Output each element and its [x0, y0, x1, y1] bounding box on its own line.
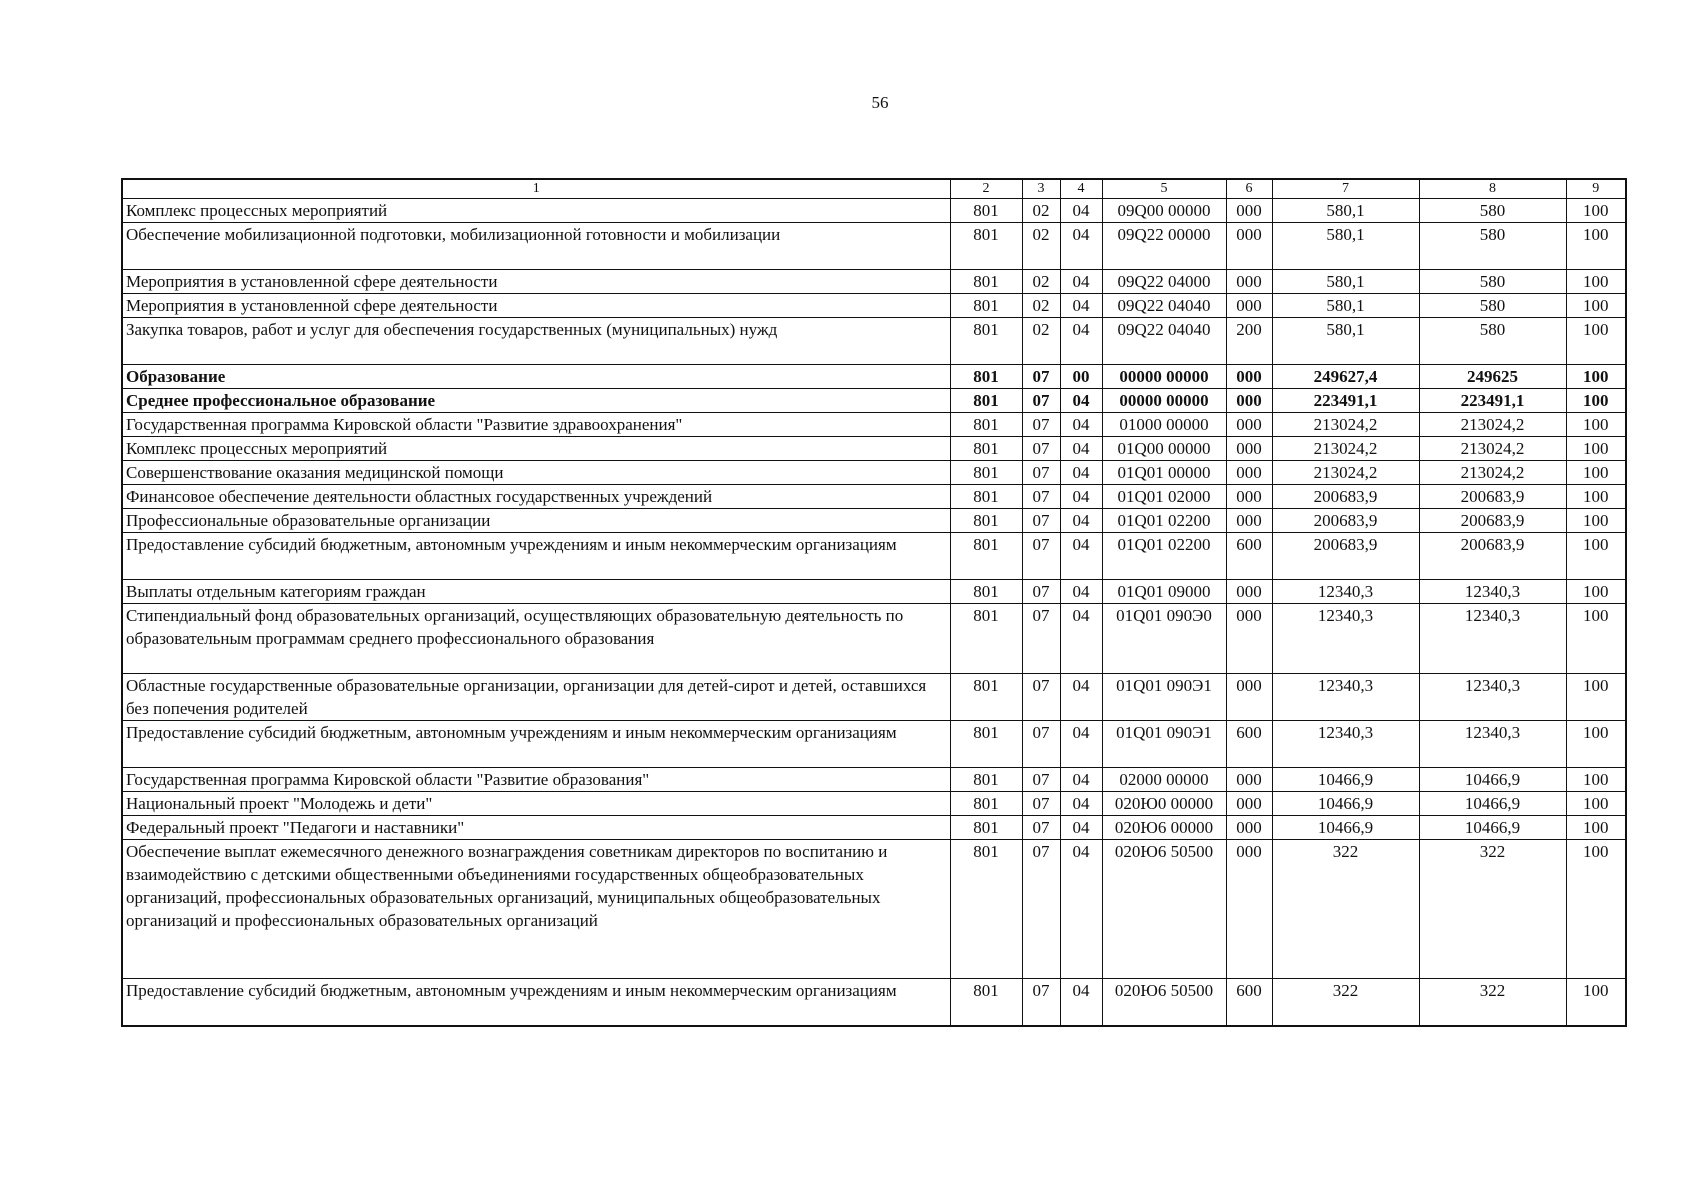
amount-cell: 10466,9: [1272, 816, 1419, 840]
code-cell: 01Q01 090Э1: [1102, 721, 1226, 768]
table-header-row: [122, 179, 1626, 199]
amount-cell: 322: [1419, 840, 1566, 979]
code-cell: 07: [1022, 485, 1060, 509]
table-row: [122, 979, 1626, 1026]
code-cell: 04: [1060, 270, 1102, 294]
row-name-cell: Комплекс процессных мероприятий: [122, 199, 950, 223]
code-cell: 07: [1022, 389, 1060, 413]
code-cell: 04: [1060, 580, 1102, 604]
row-name-cell: Стипендиальный фонд образовательных организаций, осуществляющих образовательную деятельность по образовательным программам среднего профессионального образования: [122, 604, 950, 674]
code-cell: 000: [1226, 840, 1272, 979]
amount-cell: 200683,9: [1419, 509, 1566, 533]
table-row: [122, 674, 1626, 721]
row-name-cell: Областные государственные образовательные организации, организации для детей-сирот и детей, оставшихся без попечения родителей: [122, 674, 950, 721]
column-header: 1: [122, 179, 950, 199]
code-cell: 000: [1226, 604, 1272, 674]
code-cell: 000: [1226, 389, 1272, 413]
amount-cell: 12340,3: [1419, 580, 1566, 604]
amount-cell: 580,1: [1272, 270, 1419, 294]
column-header: 7: [1272, 179, 1419, 199]
column-header: 6: [1226, 179, 1272, 199]
row-name-cell: Среднее профессиональное образование: [122, 389, 950, 413]
percent-cell: 100: [1566, 979, 1626, 1026]
code-cell: 200: [1226, 318, 1272, 365]
table-row: [122, 840, 1626, 979]
percent-cell: 100: [1566, 674, 1626, 721]
amount-cell: 580,1: [1272, 294, 1419, 318]
row-name-cell: Финансовое обеспечение деятельности областных государственных учреждений: [122, 485, 950, 509]
row-name-cell: Предоставление субсидий бюджетным, автономным учреждениям и иным некоммерческим организациям: [122, 721, 950, 768]
page-number: 56: [871, 93, 889, 112]
code-cell: 02: [1022, 223, 1060, 270]
row-name-cell: Образование: [122, 365, 950, 389]
percent-cell: 100: [1566, 580, 1626, 604]
code-cell: 09Q00 00000: [1102, 199, 1226, 223]
code-cell: 07: [1022, 792, 1060, 816]
row-name-cell: Обеспечение выплат ежемесячного денежного вознаграждения советникам директоров по воспитанию и взаимодействию с детскими общественными объединениями государственных общеобразовательных организаций, профессиональных образовательных организаций, муниципальных общеобразовательных организаций и профессиональных образовательных организаций: [122, 840, 950, 979]
table-row: [122, 604, 1626, 674]
code-cell: 000: [1226, 223, 1272, 270]
code-cell: 04: [1060, 389, 1102, 413]
row-name-cell: Комплекс процессных мероприятий: [122, 437, 950, 461]
code-cell: 801: [950, 674, 1022, 721]
amount-cell: 10466,9: [1419, 792, 1566, 816]
table-row: [122, 270, 1626, 294]
code-cell: 000: [1226, 199, 1272, 223]
code-cell: 801: [950, 437, 1022, 461]
code-cell: 07: [1022, 840, 1060, 979]
code-cell: 04: [1060, 533, 1102, 580]
code-cell: 600: [1226, 533, 1272, 580]
code-cell: 01Q01 090Э0: [1102, 604, 1226, 674]
table-row: [122, 461, 1626, 485]
amount-cell: 213024,2: [1272, 437, 1419, 461]
code-cell: 04: [1060, 437, 1102, 461]
amount-cell: 322: [1272, 979, 1419, 1026]
code-cell: 04: [1060, 721, 1102, 768]
code-cell: 07: [1022, 816, 1060, 840]
code-cell: 000: [1226, 674, 1272, 721]
code-cell: 801: [950, 792, 1022, 816]
code-cell: 04: [1060, 461, 1102, 485]
code-cell: 801: [950, 199, 1022, 223]
code-cell: 07: [1022, 413, 1060, 437]
amount-cell: 580,1: [1272, 318, 1419, 365]
code-cell: 04: [1060, 979, 1102, 1026]
row-name-cell: Федеральный проект "Педагоги и наставники": [122, 816, 950, 840]
code-cell: 000: [1226, 509, 1272, 533]
percent-cell: 100: [1566, 533, 1626, 580]
percent-cell: 100: [1566, 437, 1626, 461]
percent-cell: 100: [1566, 223, 1626, 270]
code-cell: 01Q01 02200: [1102, 533, 1226, 580]
code-cell: 04: [1060, 840, 1102, 979]
code-cell: 000: [1226, 768, 1272, 792]
code-cell: 801: [950, 840, 1022, 979]
table-row: [122, 533, 1626, 580]
code-cell: 000: [1226, 461, 1272, 485]
amount-cell: 223491,1: [1272, 389, 1419, 413]
row-name-cell: Совершенствование оказания медицинской помощи: [122, 461, 950, 485]
code-cell: 04: [1060, 413, 1102, 437]
table-row: [122, 294, 1626, 318]
table-row: [122, 223, 1626, 270]
amount-cell: 213024,2: [1272, 413, 1419, 437]
amount-cell: 200683,9: [1419, 533, 1566, 580]
code-cell: 07: [1022, 461, 1060, 485]
code-cell: 801: [950, 294, 1022, 318]
percent-cell: 100: [1566, 721, 1626, 768]
code-cell: 04: [1060, 674, 1102, 721]
code-cell: 801: [950, 580, 1022, 604]
amount-cell: 580,1: [1272, 199, 1419, 223]
row-name-cell: Закупка товаров, работ и услуг для обеспечения государственных (муниципальных) нужд: [122, 318, 950, 365]
amount-cell: 12340,3: [1419, 674, 1566, 721]
code-cell: 600: [1226, 721, 1272, 768]
row-name-cell: Обеспечение мобилизационной подготовки, мобилизационной готовности и мобилизации: [122, 223, 950, 270]
amount-cell: 580,1: [1272, 223, 1419, 270]
row-name-cell: Мероприятия в установленной сфере деятельности: [122, 270, 950, 294]
amount-cell: 580: [1419, 223, 1566, 270]
amount-cell: 200683,9: [1272, 485, 1419, 509]
amount-cell: 12340,3: [1272, 721, 1419, 768]
amount-cell: 580: [1419, 270, 1566, 294]
table-row: [122, 389, 1626, 413]
code-cell: 04: [1060, 509, 1102, 533]
amount-cell: 12340,3: [1272, 580, 1419, 604]
code-cell: 04: [1060, 604, 1102, 674]
percent-cell: 100: [1566, 294, 1626, 318]
row-name-cell: Государственная программа Кировской области "Развитие образования": [122, 768, 950, 792]
amount-cell: 580: [1419, 294, 1566, 318]
row-name-cell: Выплаты отдельным категориям граждан: [122, 580, 950, 604]
code-cell: 02: [1022, 199, 1060, 223]
code-cell: 01000 00000: [1102, 413, 1226, 437]
code-cell: 801: [950, 461, 1022, 485]
code-cell: 04: [1060, 294, 1102, 318]
code-cell: 000: [1226, 365, 1272, 389]
code-cell: 020Ю6 00000: [1102, 816, 1226, 840]
row-name-cell: Государственная программа Кировской области "Развитие здравоохранения": [122, 413, 950, 437]
table-row: [122, 365, 1626, 389]
code-cell: 000: [1226, 485, 1272, 509]
percent-cell: 100: [1566, 604, 1626, 674]
code-cell: 04: [1060, 768, 1102, 792]
column-header: 3: [1022, 179, 1060, 199]
percent-cell: 100: [1566, 840, 1626, 979]
code-cell: 00: [1060, 365, 1102, 389]
code-cell: 01Q01 09000: [1102, 580, 1226, 604]
code-cell: 020Ю0 00000: [1102, 792, 1226, 816]
code-cell: 00000 00000: [1102, 365, 1226, 389]
amount-cell: 12340,3: [1272, 604, 1419, 674]
table-row: [122, 768, 1626, 792]
amount-cell: 213024,2: [1272, 461, 1419, 485]
amount-cell: 200683,9: [1272, 533, 1419, 580]
code-cell: 600: [1226, 979, 1272, 1026]
code-cell: 07: [1022, 533, 1060, 580]
percent-cell: 100: [1566, 270, 1626, 294]
amount-cell: 249627,4: [1272, 365, 1419, 389]
table-row: [122, 413, 1626, 437]
column-header: 8: [1419, 179, 1566, 199]
row-name-cell: Мероприятия в установленной сфере деятельности: [122, 294, 950, 318]
budget-table: [121, 178, 1627, 1027]
amount-cell: 213024,2: [1419, 437, 1566, 461]
code-cell: 000: [1226, 437, 1272, 461]
code-cell: 801: [950, 533, 1022, 580]
percent-cell: 100: [1566, 413, 1626, 437]
code-cell: 000: [1226, 294, 1272, 318]
code-cell: 02: [1022, 318, 1060, 365]
amount-cell: 200683,9: [1419, 485, 1566, 509]
code-cell: 07: [1022, 604, 1060, 674]
column-header: 2: [950, 179, 1022, 199]
code-cell: 020Ю6 50500: [1102, 979, 1226, 1026]
table-row: [122, 721, 1626, 768]
code-cell: 07: [1022, 365, 1060, 389]
percent-cell: 100: [1566, 389, 1626, 413]
percent-cell: 100: [1566, 792, 1626, 816]
code-cell: 801: [950, 270, 1022, 294]
table-row: [122, 318, 1626, 365]
code-cell: 801: [950, 816, 1022, 840]
code-cell: 01Q01 090Э1: [1102, 674, 1226, 721]
code-cell: 07: [1022, 721, 1060, 768]
amount-cell: 10466,9: [1272, 768, 1419, 792]
code-cell: 801: [950, 768, 1022, 792]
code-cell: 801: [950, 389, 1022, 413]
code-cell: 01Q00 00000: [1102, 437, 1226, 461]
code-cell: 04: [1060, 485, 1102, 509]
amount-cell: 223491,1: [1419, 389, 1566, 413]
code-cell: 801: [950, 318, 1022, 365]
row-name-cell: Профессиональные образовательные организации: [122, 509, 950, 533]
row-name-cell: Предоставление субсидий бюджетным, автономным учреждениям и иным некоммерческим организациям: [122, 533, 950, 580]
amount-cell: 10466,9: [1419, 816, 1566, 840]
table-row: [122, 509, 1626, 533]
code-cell: 801: [950, 509, 1022, 533]
table-row: [122, 437, 1626, 461]
row-name-cell: Национальный проект "Молодежь и дети": [122, 792, 950, 816]
code-cell: 07: [1022, 674, 1060, 721]
code-cell: 801: [950, 721, 1022, 768]
table-row: [122, 485, 1626, 509]
amount-cell: 213024,2: [1419, 461, 1566, 485]
amount-cell: 12340,3: [1272, 674, 1419, 721]
code-cell: 07: [1022, 437, 1060, 461]
table-row: [122, 580, 1626, 604]
percent-cell: 100: [1566, 461, 1626, 485]
percent-cell: 100: [1566, 509, 1626, 533]
code-cell: 01Q01 02200: [1102, 509, 1226, 533]
code-cell: 09Q22 04040: [1102, 294, 1226, 318]
code-cell: 801: [950, 979, 1022, 1026]
code-cell: 000: [1226, 816, 1272, 840]
code-cell: 01Q01 02000: [1102, 485, 1226, 509]
code-cell: 09Q22 04040: [1102, 318, 1226, 365]
code-cell: 801: [950, 604, 1022, 674]
code-cell: 09Q22 04000: [1102, 270, 1226, 294]
percent-cell: 100: [1566, 816, 1626, 840]
code-cell: 04: [1060, 223, 1102, 270]
code-cell: 02: [1022, 294, 1060, 318]
amount-cell: 213024,2: [1419, 413, 1566, 437]
percent-cell: 100: [1566, 485, 1626, 509]
code-cell: 04: [1060, 792, 1102, 816]
code-cell: 000: [1226, 792, 1272, 816]
code-cell: 801: [950, 413, 1022, 437]
percent-cell: 100: [1566, 768, 1626, 792]
amount-cell: 200683,9: [1272, 509, 1419, 533]
code-cell: 07: [1022, 580, 1060, 604]
amount-cell: 10466,9: [1272, 792, 1419, 816]
code-cell: 04: [1060, 199, 1102, 223]
code-cell: 07: [1022, 979, 1060, 1026]
row-name-cell: Предоставление субсидий бюджетным, автономным учреждениям и иным некоммерческим организациям: [122, 979, 950, 1026]
code-cell: 09Q22 00000: [1102, 223, 1226, 270]
table-row: [122, 816, 1626, 840]
column-header: 4: [1060, 179, 1102, 199]
table-row: [122, 792, 1626, 816]
amount-cell: 580: [1419, 318, 1566, 365]
code-cell: 801: [950, 485, 1022, 509]
amount-cell: 249625: [1419, 365, 1566, 389]
code-cell: 020Ю6 50500: [1102, 840, 1226, 979]
column-header: 9: [1566, 179, 1626, 199]
code-cell: 02: [1022, 270, 1060, 294]
amount-cell: 322: [1272, 840, 1419, 979]
code-cell: 801: [950, 365, 1022, 389]
amount-cell: 10466,9: [1419, 768, 1566, 792]
amount-cell: 12340,3: [1419, 721, 1566, 768]
code-cell: 000: [1226, 413, 1272, 437]
code-cell: 07: [1022, 509, 1060, 533]
code-cell: 07: [1022, 768, 1060, 792]
percent-cell: 100: [1566, 365, 1626, 389]
column-header: 5: [1102, 179, 1226, 199]
amount-cell: 12340,3: [1419, 604, 1566, 674]
code-cell: 000: [1226, 580, 1272, 604]
amount-cell: 322: [1419, 979, 1566, 1026]
amount-cell: 580: [1419, 199, 1566, 223]
code-cell: 801: [950, 223, 1022, 270]
code-cell: 000: [1226, 270, 1272, 294]
code-cell: 00000 00000: [1102, 389, 1226, 413]
percent-cell: 100: [1566, 318, 1626, 365]
code-cell: 04: [1060, 816, 1102, 840]
code-cell: 04: [1060, 318, 1102, 365]
code-cell: 02000 00000: [1102, 768, 1226, 792]
code-cell: 01Q01 00000: [1102, 461, 1226, 485]
table-row: [122, 199, 1626, 223]
percent-cell: 100: [1566, 199, 1626, 223]
